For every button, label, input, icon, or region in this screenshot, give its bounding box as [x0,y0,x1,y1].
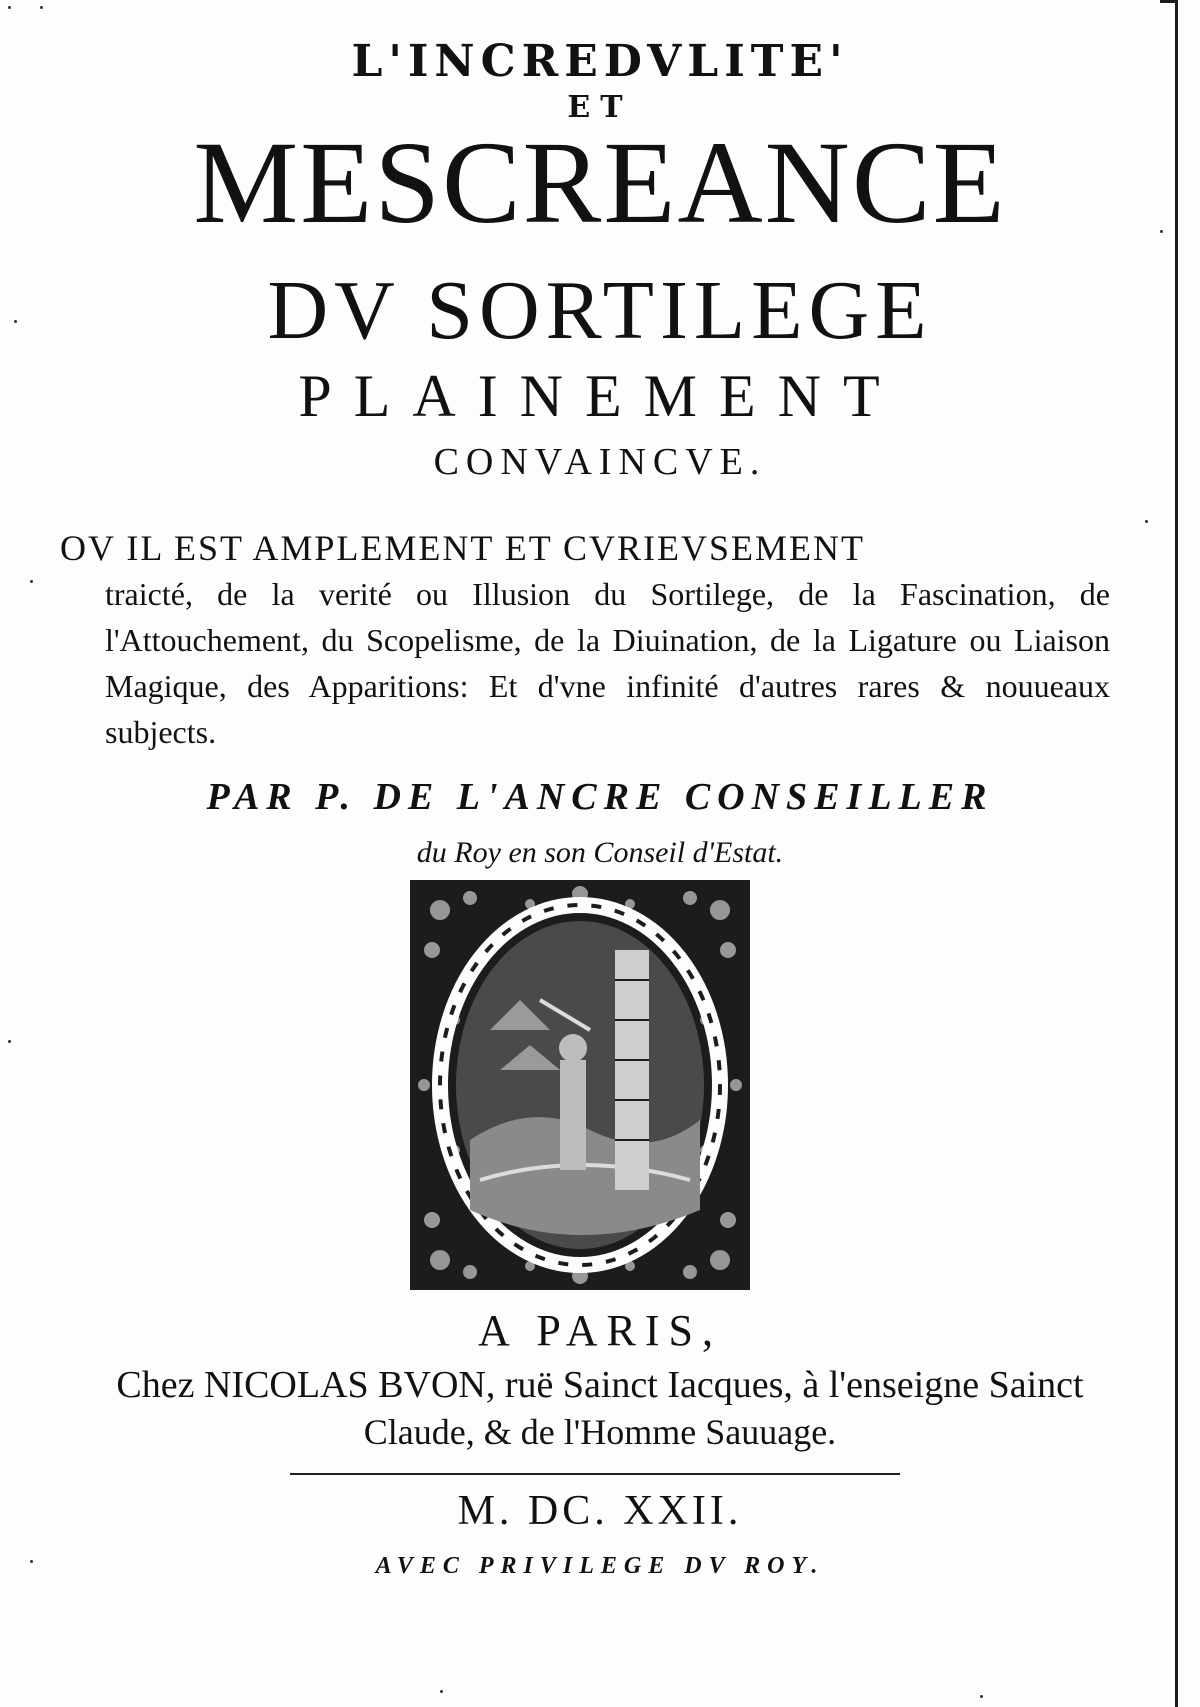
description-body: traicté, de la verité ou Illusion du Sortilege, de la Fascination, de l'Attouchement, du Scopelisme, de la Diuination, de la Ligature ou Liaison Magique, des Apparitions: Et d'vne infinité d'autres rares & nouueaux subjects. [105,576,1110,750]
scan-speck [30,1560,33,1563]
author-line-1: PAR P. DE L'ANCRE CONSEILLER [206,776,994,818]
scan-speck [8,1040,11,1043]
title-line-5: PLAINEMENT [298,363,902,429]
scan-speck [440,1690,443,1693]
scan-speck [30,580,33,583]
imprint-line-2: Claude, & de l'Homme Sauuage. [363,1412,837,1452]
scan-speck [14,320,17,323]
printers-device-woodcut-icon [410,880,750,1290]
imprint-line-1: Chez NICOLAS BVON, ruë Sainct Iacques, à l'enseigne Sainct [116,1364,1084,1406]
royal-privilege: AVEC PRIVILEGE DV ROY. [375,1553,825,1579]
title-line-1: L'INCREDVLITE' [351,36,849,87]
scan-speck [980,1695,983,1698]
scan-speck [40,6,43,9]
title-line-4: DV SORTILEGE [267,264,933,357]
author-line-2: du Roy en son Conseil d'Estat. [416,836,784,869]
publication-date: M. DC. XXII. [457,1488,743,1534]
imprint-city: A PARIS, [477,1306,723,1355]
scan-speck [8,6,11,9]
title-line-6: CONVAINCVE. [433,441,767,483]
description-lead: OV IL EST AMPLEMENT ET CVRIEVSEMENT [60,528,866,568]
horizontal-rule [290,1473,900,1475]
scan-speck [1145,520,1148,523]
scan-speck [1160,230,1163,233]
page-edge-corner [1160,0,1178,3]
title-line-3: MESCREANCE [193,117,1007,248]
title-line-2: ET [567,90,633,125]
